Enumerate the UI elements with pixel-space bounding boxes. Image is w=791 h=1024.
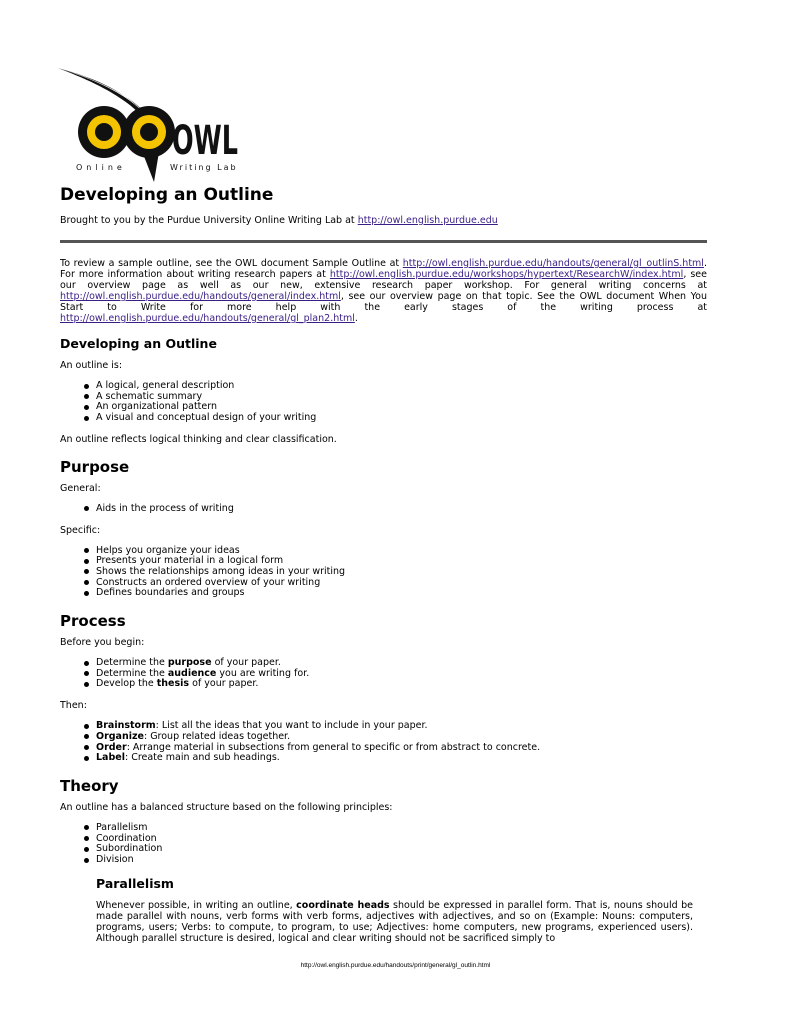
list-item: Parallelism	[84, 823, 707, 834]
developing-lead: An outline is:	[60, 360, 123, 371]
list-item: Determine the audience you are writing for.	[84, 669, 707, 680]
list-item: A visual and conceptual design of your writing	[84, 413, 707, 424]
intro-text-4: , see our overview page on that topic. See the OWL document When You Start to Write for more help with the early stages of the writing process at	[60, 291, 707, 313]
process-then-label: Then:	[60, 700, 87, 712]
process-then-list	[60, 721, 707, 764]
intro-text-2: . For more information about writing research papers at	[60, 258, 707, 280]
owl-logo	[56, 66, 246, 186]
list-item: Shows the relationships among ideas in your writing	[84, 567, 707, 578]
purpose-general-list	[60, 504, 707, 515]
byline-text: Brought to you by the Purdue University Online Writing Lab at	[60, 215, 355, 226]
document-body	[60, 258, 707, 944]
list-item: Determine the purpose of your paper.	[84, 658, 707, 669]
logo-tagline-left: Online	[76, 163, 126, 172]
list-item: Division	[84, 855, 707, 866]
purpose-specific-label: Specific:	[60, 524, 101, 536]
parallelism-paragraph: Whenever possible, in writing an outline, coordinate heads should be expressed in parallel form. That is, nouns should be made parallel with nouns, verb forms with verb forms, adjectives with adjectives, and so on (Example: Nouns: computers, programs, users; Verbs: to compute, to program, to use; Adjectives: home computers, new programs, experienced users). Although parallel structure is desired, logical and clear writing should not be sacrificed simply to	[96, 899, 693, 944]
list-item: Subordination	[84, 844, 707, 855]
page-title: Developing an Outline	[60, 185, 274, 205]
list-item: Develop the thesis of your paper.	[84, 679, 707, 690]
process-before-list	[60, 658, 707, 690]
list-item: Brainstorm: List all the ideas that you want to include in your paper.	[84, 721, 707, 732]
general-writing-link[interactable]: http://owl.english.purdue.edu/handouts/general/index.html	[60, 291, 341, 302]
list-item: Order: Arrange material in subsections from general to specific or from abstract to concrete.	[84, 743, 707, 754]
purpose-general-label: General:	[60, 482, 101, 494]
theory-list	[60, 823, 707, 866]
list-item: Defines boundaries and groups	[84, 588, 707, 599]
intro-text-3: , see our overview page as well as our new, extensive research paper workshop. For general writing concerns at	[60, 269, 707, 291]
purpose-heading: Purpose	[60, 457, 130, 476]
list-item: Aids in the process of writing	[84, 504, 707, 515]
logo-letters: OWL	[172, 118, 238, 164]
list-item: An organizational pattern	[84, 402, 707, 413]
list-item: A schematic summary	[84, 392, 707, 403]
list-item: Presents your material in a logical form	[84, 556, 707, 567]
purpose-specific-list	[60, 546, 707, 600]
list-item: Organize: Group related ideas together.	[84, 732, 707, 743]
list-item: Coordination	[84, 834, 707, 845]
process-before-label: Before you begin:	[60, 637, 145, 649]
list-item: Label: Create main and sub headings.	[84, 753, 707, 764]
developing-heading: Developing an Outline	[60, 336, 217, 351]
owl-home-link[interactable]: http://owl.english.purdue.edu	[357, 215, 498, 226]
list-item: Helps you organize your ideas	[84, 546, 707, 557]
theory-heading: Theory	[60, 776, 119, 795]
start-to-write-link[interactable]: http://owl.english.purdue.edu/handouts/general/gl_plan2.html	[60, 313, 355, 324]
list-item: A logical, general description	[84, 381, 707, 392]
logo-tagline-right: Writing Lab	[170, 163, 238, 172]
intro-text-1: To review a sample outline, see the OWL document Sample Outline at	[60, 258, 400, 269]
developing-closing: An outline reflects logical thinking and clear classification.	[60, 433, 337, 445]
research-workshop-link[interactable]: http://owl.english.purdue.edu/workshops/hypertext/ResearchW/index.html	[329, 269, 684, 280]
byline	[60, 214, 498, 228]
intro-paragraph	[60, 258, 707, 324]
developing-list	[60, 381, 707, 424]
sample-outline-link[interactable]: http://owl.english.purdue.edu/handouts/general/gl_outlinS.html	[402, 258, 704, 269]
list-item: Constructs an ordered overview of your writing	[84, 578, 707, 589]
theory-lead: An outline has a balanced structure based on the following principles:	[60, 801, 393, 813]
process-heading: Process	[60, 612, 126, 631]
parallelism-heading: Parallelism	[96, 875, 174, 891]
intro-text-5: .	[354, 313, 358, 324]
horizontal-rule	[60, 240, 707, 243]
page-footer-url: http://owl.english.purdue.edu/handouts/print/general/gl_outlin.html	[300, 962, 491, 969]
